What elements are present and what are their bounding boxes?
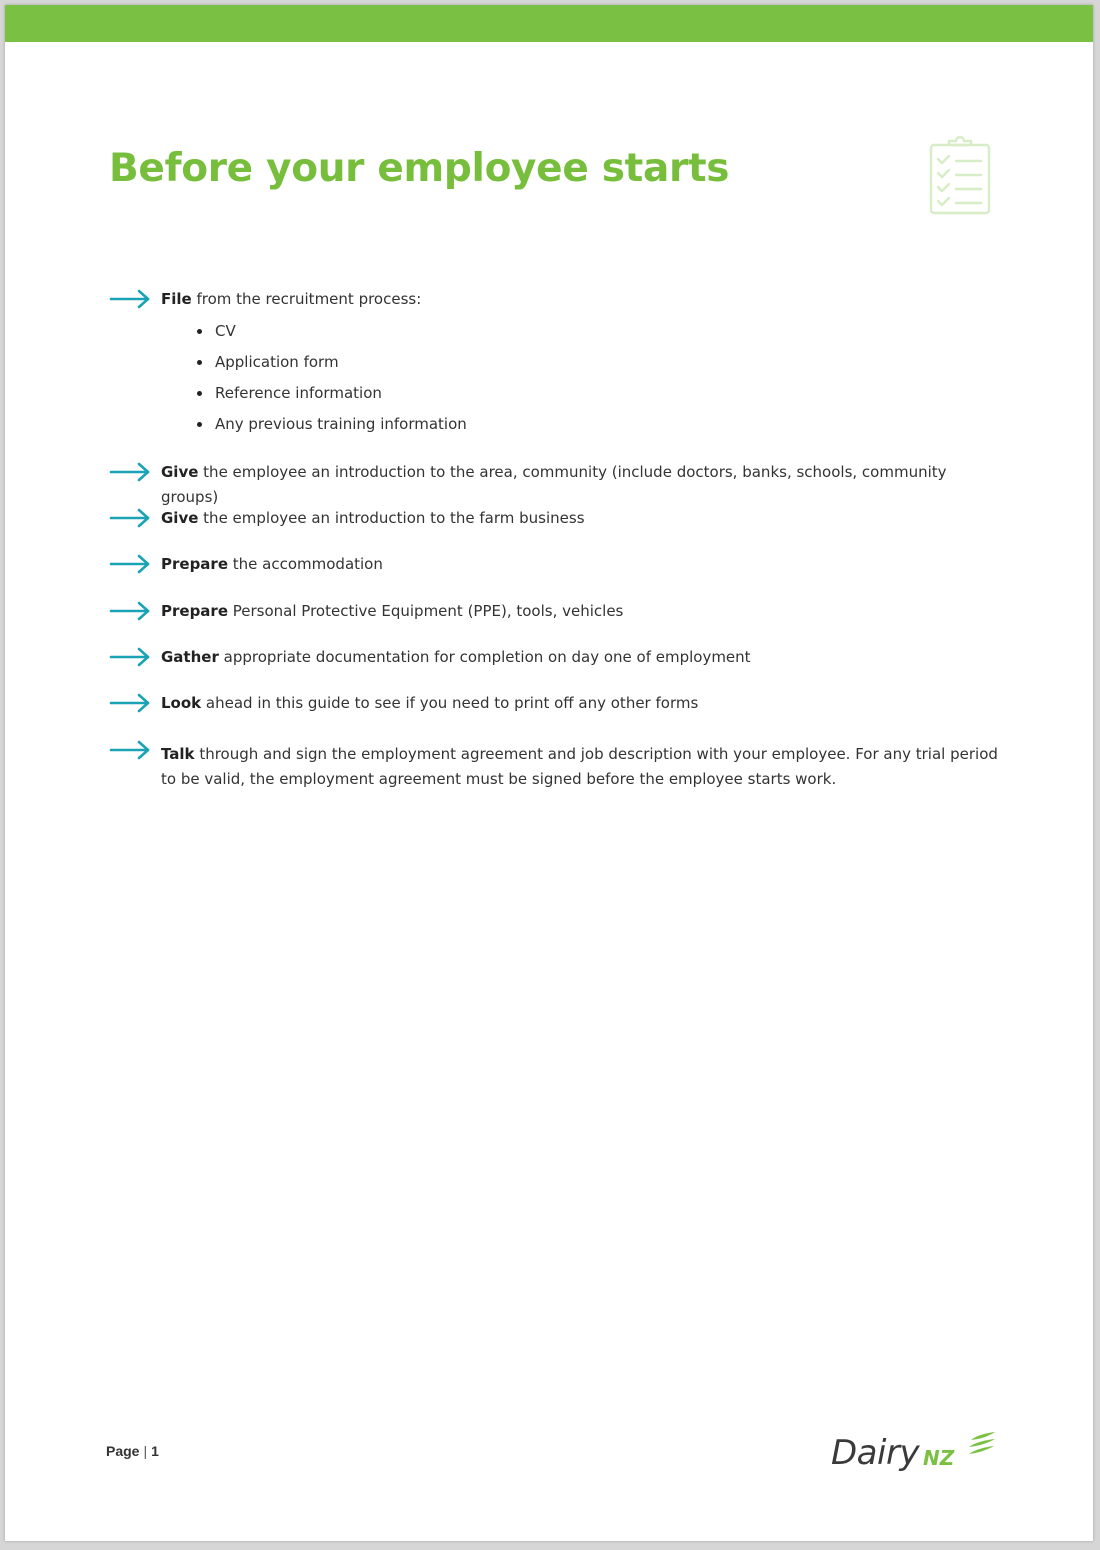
clipboard-checklist-icon (927, 133, 993, 215)
arrow-right-icon (109, 647, 151, 667)
list-item-text: File from the recruitment process: (161, 290, 422, 308)
list-item-text: Prepare the accommodation (161, 555, 383, 573)
document-page (5, 5, 1093, 1541)
header-bar (5, 5, 1093, 42)
sub-list-item: Application form (161, 347, 467, 378)
sub-list-item: Reference information (161, 378, 467, 409)
arrow-right-icon (109, 462, 151, 482)
arrow-right-icon (109, 508, 151, 528)
arrow-right-icon (109, 693, 151, 713)
list-item-text: Look ahead in this guide to see if you need to print off any other forms (161, 694, 699, 712)
page-number: Page | 1 (106, 1443, 159, 1459)
arrow-right-icon (109, 740, 151, 760)
list-item-text: Talk through and sign the employment agreement and job description with your employee. For any trial period to be valid, the employment agreement must be signed before the employee starts work. (161, 745, 998, 788)
logo-dairy-text: Dairy (831, 1433, 920, 1473)
dairynz-leaf-icon (967, 1431, 997, 1457)
sub-list (161, 316, 467, 440)
logo-nz-text: NZ (923, 1446, 955, 1470)
sub-list-item: CV (161, 316, 467, 347)
list-item-text: Give the employee an introduction to the farm business (161, 509, 585, 527)
dairynz-logo (831, 1427, 1003, 1483)
sub-list-item: Any previous training information (161, 409, 467, 440)
arrow-right-icon (109, 601, 151, 621)
list-item-text: Give the employee an introduction to the area, community (include doctors, banks, schools, community groups) (161, 463, 947, 506)
list-item-text: Gather appropriate documentation for completion on day one of employment (161, 648, 751, 666)
arrow-right-icon (109, 289, 151, 309)
list-item-text: Prepare Personal Protective Equipment (PPE), tools, vehicles (161, 602, 624, 620)
page-title: Before your employee starts (109, 146, 730, 191)
arrow-right-icon (109, 554, 151, 574)
